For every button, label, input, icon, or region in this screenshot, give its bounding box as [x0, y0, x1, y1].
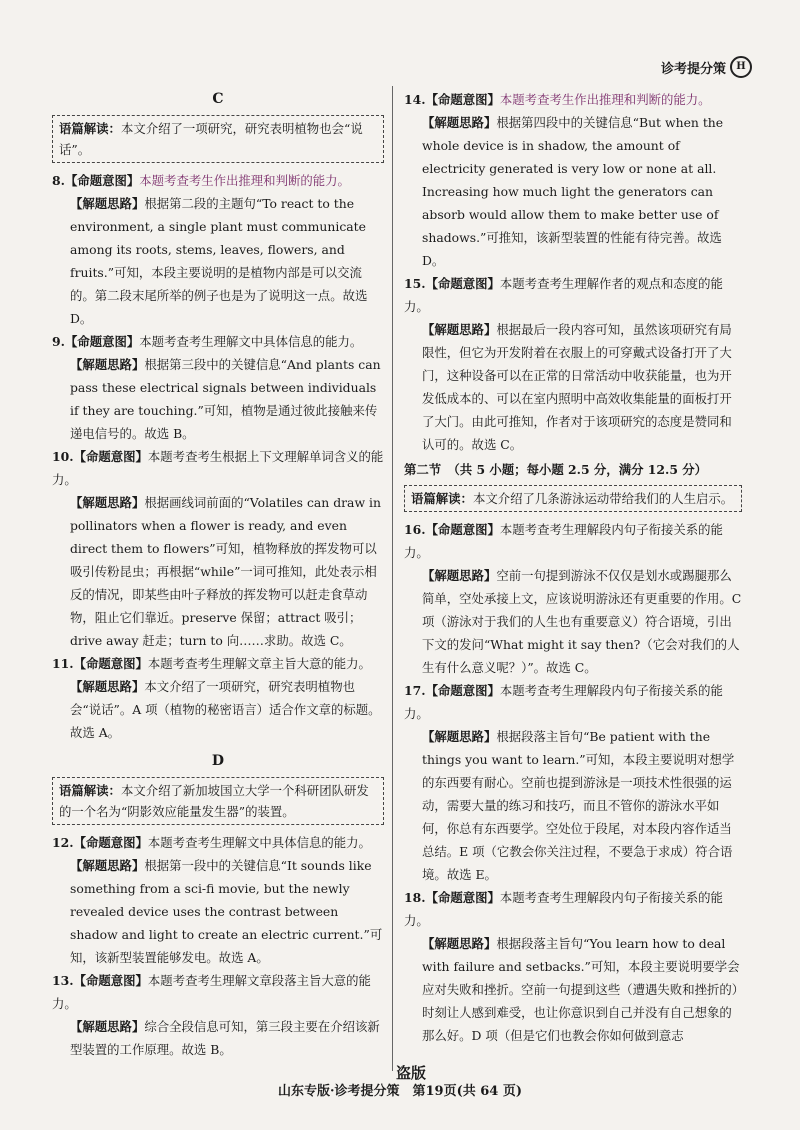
question-17-intent: 17.【命题意图】本题考查考生理解段内句子衔接关系的能力。 [404, 683, 723, 721]
question-16-solution: 【解题思路】空前一句提到游泳不仅仅是划水或踢腿那么简单，空处承接上文，应该说明游泳还有更重要的作用。C 项（游泳对于我们的人生也有重要意义）符合语境，引出下文的发问“What might it say then?（它会对我们的人生有什么意义呢？）”。故选 C。 [422, 568, 742, 675]
question-16-intent: 16.【命题意图】本题考查考生理解段内句子衔接关系的能力。 [404, 522, 723, 560]
question-12-solution: 【解题思路】根据第一段中的关键信息“It sounds like something from a sci-fi movie, but the newly revealed device uses the contrast between shadow and light to create an electric current.”可知，该新型装置能够发电。故选 A。 [70, 858, 383, 965]
note-label: 语篇解读： [59, 121, 121, 136]
question-14-intent: 14.【命题意图】本题考查考生作出推理和判断的能力。 [404, 92, 711, 107]
note-text: 本文介绍了新加坡国立大学一个科研团队研发的一个名为“阴影效应能量发生器”的装置。 [59, 783, 369, 819]
question-11-solution: 【解题思路】本文介绍了一项研究，研究表明植物也会“说话”。A 项（植物的秘密语言）适合作文章的标题。故选 A。 [70, 679, 381, 740]
left-column [52, 88, 384, 1061]
passage-note-c [52, 115, 384, 163]
watermark-stamp: 盗版 [396, 1064, 427, 1082]
brand-logo-icon: H [730, 56, 752, 78]
brand-header [661, 56, 752, 78]
passage-note-part2 [404, 485, 742, 512]
footer-text: 山东专版·诊考提分策 第19页(共 64 页) [277, 1084, 523, 1099]
column-divider [392, 86, 393, 1071]
question-15-solution: 【解题思路】根据最后一段内容可知，虽然该项研究有局限性，但它为开发附着在衣服上的可穿戴式设备打开了大门，这种设备可以在正常的日常活动中收获能量，也为开发低成本的、可以在室内照明中高效收集能量的面板打开了大门。由此可推知，作者对于该项研究的态度是赞同和认可的。故选 C。 [422, 322, 732, 452]
note-text: 本文介绍了一项研究，研究表明植物也会“说话”。 [59, 121, 363, 157]
section-c-heading: C [212, 91, 224, 107]
passage-note-d [52, 777, 384, 825]
note-label: 语篇解读： [411, 491, 473, 506]
note-text: 本文介绍了几条游泳运动带给我们的人生启示。 [472, 491, 734, 506]
question-11-intent: 11.【命题意图】本题考查考生理解文章主旨大意的能力。 [52, 656, 371, 671]
part-2-heading: 第二节 （共 5 小题；每小题 2.5 分，满分 12.5 分） [404, 462, 708, 477]
question-18-intent: 18.【命题意图】本题考查考生理解段内句子衔接关系的能力。 [404, 890, 723, 928]
question-18-solution: 【解题思路】根据段落主旨句“You learn how to deal with failure and setbacks.”可知，本段主要说明要学会应对失败和挫折。空前一句提到这些（遭遇失败和挫折的）时刻让人感到难受，也让你意识到自己并没有自己想象的那么好。D 项（但是它们也教会你如何做到意志 [422, 936, 740, 1043]
page-footer [0, 1080, 800, 1099]
question-12-intent: 12.【命题意图】本题考查考生理解文中具体信息的能力。 [52, 835, 371, 850]
question-13-intent: 13.【命题意图】本题考查考生理解文章段落主旨大意的能力。 [52, 973, 371, 1011]
question-9-solution: 【解题思路】根据第三段中的关键信息“And plants can pass these electrical signals between individuals if they are touching.”可知，植物是通过彼此接触来传递电信号的。故选 B。 [70, 357, 381, 441]
question-10-solution: 【解题思路】根据画线词前面的“Volatiles can draw in pollinators when a flower is ready, and even direct them to flowers”可知，植物释放的挥发物可以吸引传粉昆虫；再根据“while”一词可推知，此处表示相反的情况，即某些由叶子释放的挥发物可以赶走食草动物，阻止它们靠近。preserve 保留；attract 吸引；drive away 赶走；turn to 向……求助。故选 C。 [70, 495, 381, 648]
question-13-solution: 【解题思路】综合全段信息可知，第三段主要在介绍该新型装置的工作原理。故选 B。 [70, 1019, 380, 1057]
question-8-intent: 8.【命题意图】本题考查考生作出推理和判断的能力。 [52, 173, 350, 188]
question-15-intent: 15.【命题意图】本题考查考生理解作者的观点和态度的能力。 [404, 276, 723, 314]
question-14-solution: 【解题思路】根据第四段中的关键信息“But when the whole device is in shadow, the amount of electricity generated is very low or none at all. Increasing how much light the generators can absorb would allow them to make better use of shadows.”可推知，该新型装置的性能有待完善。故选 D。 [422, 115, 724, 268]
question-17-solution: 【解题思路】根据段落主旨句“Be patient with the things you want to learn.”可知，本段主要说明对想学的东西要有耐心。空前也提到游泳是一项技术性很强的运动，需要大量的练习和技巧，而且不管你的游泳水平如何，你总有东西要学。空处位于段尾，对本段内容作适当总结。E 项（它教会你关注过程，不要急于求成）符合语境。故选 E。 [422, 729, 735, 882]
question-8-solution: 【解题思路】根据第二段的主题句“To react to the environment, a single plant must communicate among its roots, stems, leaves, flowers, and fruits.”可知，本段主要说明的是植物内部是可以交流的。第二段末尾所举的例子也是为了说明这一点。故选 D。 [70, 196, 368, 326]
brand-name: 诊考提分策 [660, 61, 726, 77]
question-9-intent: 9.【命题意图】本题考查考生理解文中具体信息的能力。 [52, 334, 363, 349]
right-column [404, 88, 742, 1047]
section-d-heading: D [211, 753, 225, 769]
note-label: 语篇解读： [59, 783, 121, 798]
question-10-intent: 10.【命题意图】本题考查考生根据上下文理解单词含义的能力。 [52, 449, 384, 487]
